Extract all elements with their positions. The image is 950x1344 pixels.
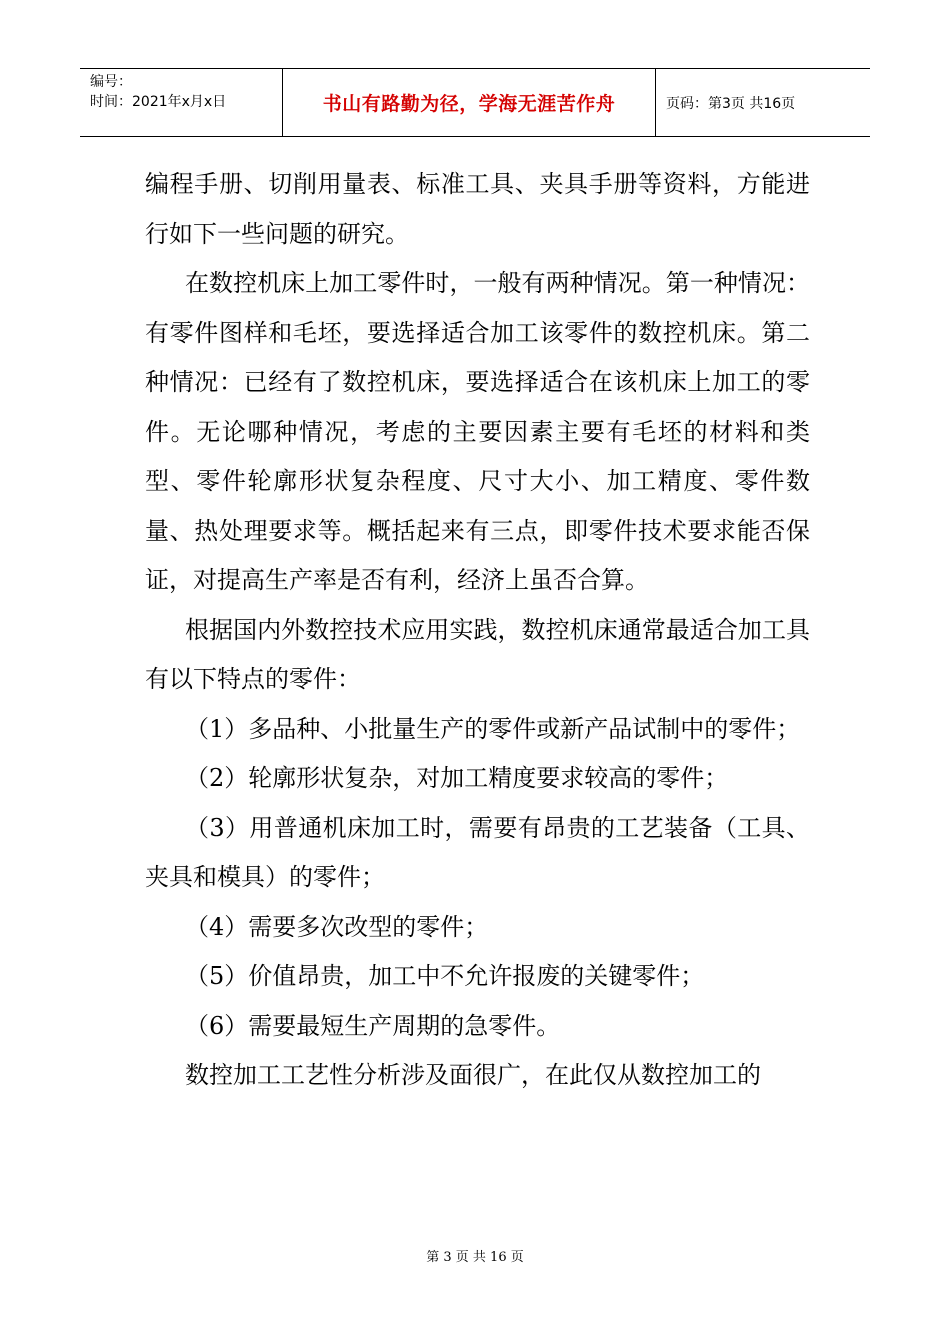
paragraph: 数控加工工艺性分析涉及面很广，在此仅从数控加工的	[185, 1061, 761, 1089]
document-body	[145, 160, 810, 1101]
list-item: （4）需要多次改型的零件；	[185, 912, 489, 941]
list-item: （5）价值昂贵，加工中不允许报废的关键零件；	[185, 962, 705, 990]
list-item: （3）用普通机床加工时，需要有昂贵的工艺装备（工具、夹具和模具）的零件；	[145, 813, 810, 891]
paragraph: 根据国内外数控技术应用实践，数控机床通常最适合加工具有以下特点的零件：	[145, 615, 810, 693]
paragraph: 在数控机床上加工零件时，一般有两种情况。第一种情况：有零件图样和毛坯，要选择适合加工该零件的数控机床。第二种情况：已经有了数控机床，要选择适合在该机床上加工的零件。无论哪种情况，考虑的主要因素主要有毛坯的材料和类型、零件轮廓形状复杂程度、尺寸大小、加工精度、零件数量、热处理要求等。概括起来有三点，即零件技术要求能否保证，对提高生产率是否有利，经济上虽否合算。	[145, 269, 810, 594]
page-header	[80, 68, 870, 137]
page-footer	[0, 1246, 950, 1265]
header-page-info: 页码：第3页 共16页	[666, 95, 796, 112]
list-item: （6）需要最短生产周期的急零件。	[185, 1011, 561, 1040]
header-right-cell	[656, 69, 870, 136]
paragraph: 编程手册、切削用量表、标准工具、夹具手册等资料，方能进行如下一些问题的研究。	[145, 170, 810, 248]
list-item: （2）轮廓形状复杂，对加工精度要求较高的零件；	[185, 764, 729, 792]
document-number-label: 编号：	[90, 74, 132, 90]
document-time-label: 时间：2021年x月x日	[90, 94, 227, 110]
list-item: （1）多品种、小批量生产的零件或新产品试制中的零件；	[185, 714, 801, 743]
header-middle-cell	[283, 69, 656, 136]
header-left-cell	[80, 69, 283, 136]
header-motto: 书山有路勤为径，学海无涯苦作舟	[322, 93, 616, 115]
footer-page-number: 第 3 页 共 16 页	[426, 1250, 524, 1265]
